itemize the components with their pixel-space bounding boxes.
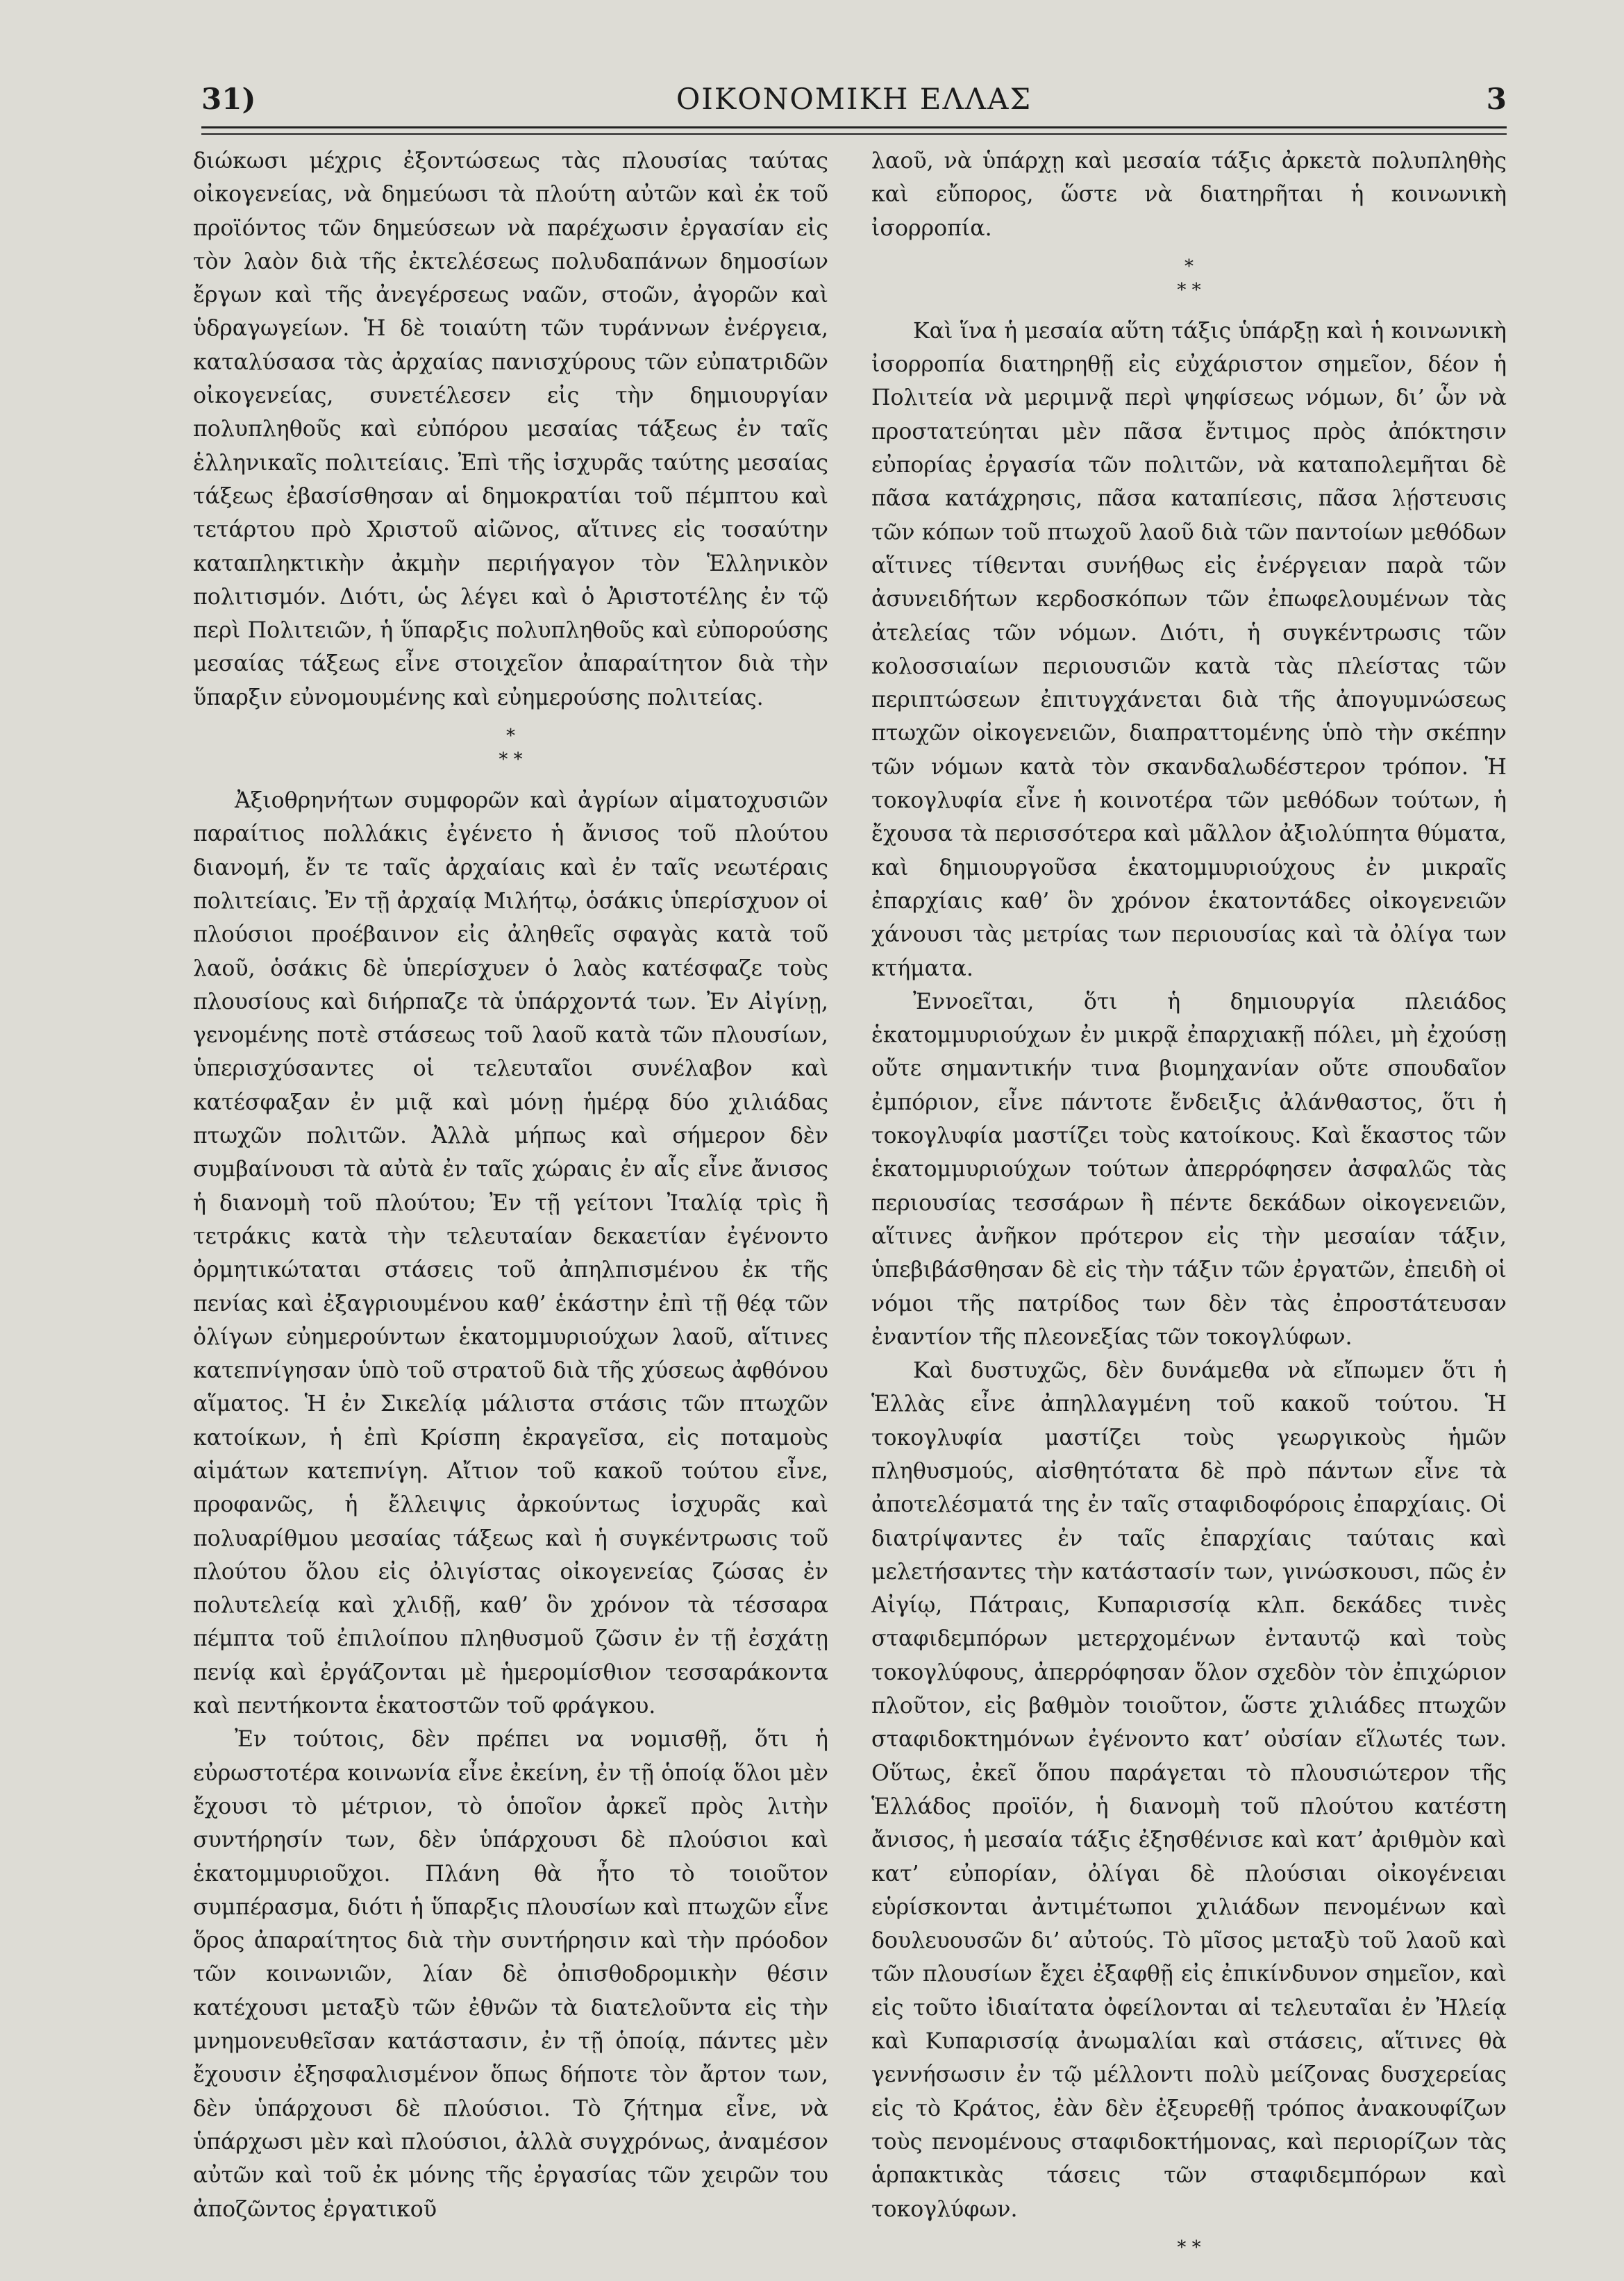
left-column: [193, 144, 828, 2222]
paragraph: λαοῦ, νὰ ὑπάρχῃ καὶ μεσαία τάξις ἀρκετὰ πολυπληθὴς καὶ εὔπορος, ὥστε νὰ διατηρῆται ἡ κοινωνικὴ ἰσορροπία.: [871, 149, 1507, 241]
page-header: [201, 82, 1507, 137]
paragraph: Ἐν τούτοις, δὲν πρέπει να νομισθῇ, ὅτι ἡ εὐρωστοτέρα κοινωνία εἶνε ἐκείνη, ἐν τῇ ὁποίᾳ ὅλοι μὲν ἔχουσι τὸ μέτριον, τὸ ὁποῖον ἀρκεῖ πρὸς λιτὴν συντήρησίν των, δὲν ὑπάρχουσι δὲ πλούσιοι καὶ ἑκατομμυριοῦχοι. Πλάνη θὰ ἦτο τὸ τοιοῦτον συμπέρασμα, διότι ἡ ὕπαρξις πλουσίων καὶ πτωχῶν εἶνε ὅρος ἀπαραίτητος διὰ τὴν συντήρησιν καὶ τὴν πρόοδον τῶν κοινωνιῶν, λίαν δὲ ὀπισθοδρομικὴν θέσιν κατέχουσι μεταξὺ τῶν ἐθνῶν τὰ διατελοῦντα εἰς τὴν μνημονευθεῖσαν κατάστασιν, ἐν τῇ ὁποίᾳ, πάντες μὲν ἔχουσιν ἐξησφαλισμένον ὅπως δήποτε τὸν ἄρτον των, δὲν ὑπάρχουσι δὲ πλούσιοι. Τὸ ζήτημα εἶνε, νὰ ὑπάρχωσι μὲν καὶ πλούσιοι, ἀλλὰ συγχρόνως, ἀναμέσον αὐτῶν καὶ τοῦ ἐκ μόνης τῆς ἐργασίας τῶν χειρῶν του ἀποζῶντος ἐργατικοῦ: [193, 1727, 828, 2222]
page-number-right: 3: [1486, 82, 1507, 116]
paragraph: Ἀξιοθρηνήτων συμφορῶν καὶ ἀγρίων αἱματοχυσιῶν παραίτιος πολλάκις ἐγένετο ἡ ἄνισος τοῦ πλούτου διανομή, ἔν τε ταῖς ἀρχαίαις καὶ ἐν ταῖς νεωτέραις πολιτείαις. Ἐν τῇ ἀρχαίᾳ Μιλήτῳ, ὁσάκις ὑπερίσχυον οἱ πλούσιοι προέβαινον εἰς ἀληθεῖς σφαγὰς κατὰ τοῦ λαοῦ, ὁσάκις δὲ ὑπερίσχυεν ὁ λαὸς κατέσφαζε τοὺς πλουσίους καὶ διήρπαζε τὰ ὑπάρχοντά των. Ἐν Αἰγίνῃ, γενομένης ποτὲ στάσεως τοῦ λαοῦ κατὰ τῶν πλουσίων, ὑπερισχύσαντες οἱ τελευταῖοι συνέλαβον καὶ κατέσφαξαν ἐν μιᾷ καὶ μόνῃ ἡμέρᾳ δύο χιλιάδας πτωχῶν πολιτῶν. Ἀλλὰ μήπως καὶ σήμερον δὲν συμβαίνουσι τὰ αὐτὰ ἐν ταῖς χώραις ἐν αἷς εἶνε ἄνισος ἡ διανομὴ τοῦ πλούτου; Ἐν τῇ γείτονι Ἰταλίᾳ τρὶς ἢ τετράκις κατὰ τὴν τελευταίαν δεκαετίαν ἐγένοντο ὀρμητικώταται στάσεις τοῦ ἀπηλπισμένου ἐκ τῆς πενίας καὶ ἐξαγριουμένου καθ’ ἑκάστην ἐπὶ τῇ θέᾳ τῶν ὀλίγων εὐημερούντων ἑκατομμυριούχων λαοῦ, αἵτινες κατεπνίγησαν ὑπὸ τοῦ στρατοῦ διὰ τῆς χύσεως ἀφθόνου αἵματος. Ἡ ἐν Σικελίᾳ μάλιστα στάσις τῶν πτωχῶν κατοίκων, ἡ ἐπὶ Κρίσπη ἐκραγεῖσα, εἰς ποταμοὺς αἱμάτων κατεπνίγη. Αἴτιον τοῦ κακοῦ τούτου εἶνε, προφανῶς, ἡ ἔλλειψις ἀρκούντως ἰσχυρᾶς καὶ πολυαρίθμου μεσαίας τάξεως καὶ ἡ συγκέντρωσις τοῦ πλούτου ὅλου εἰς ὀλιγίστας οἰκογενείας ζώσας ἐν πολυτελείᾳ καὶ χλιδῇ, καθ’ ὃν χρόνον τὰ τέσσαρα πέμπτα τοῦ ἐπιλοίπου πληθυσμοῦ ζῶσιν ἐν τῇ ἐσχάτῃ πενίᾳ καὶ ἐργάζονται μὲ ἡμερομίσθιον τεσσαράκοντα καὶ πεντήκοντα ἑκατοστῶν τοῦ φράγκου.: [193, 788, 828, 1719]
paragraph: Καὶ δυστυχῶς, δὲν δυνάμεθα νὰ εἴπωμεν ὅτι ἡ Ἑλλὰς εἶνε ἀπηλλαγμένη τοῦ κακοῦ τούτου. Ἡ τοκογλυφία μαστίζει τοὺς γεωργικοὺς ἡμῶν πληθυσμούς, αἰσθητότατα δὲ πρὸ πάντων εἶνε τὰ ἀποτελέσματά της ἐν ταῖς σταφιδοφόροις ἐπαρχίαις. Οἱ διατρίψαντες ἐν ταῖς ἐπαρχίαις ταύταις καὶ μελετήσαντες τὴν κατάστασίν των, γινώσκουσι, πῶς ἐν Αἰγίῳ, Πάτραις, Κυπαρισσίᾳ κλπ. δεκάδες τινὲς σταφιδεμπόρων μετερχομένων ἐνταυτῷ καὶ τοὺς τοκογλύφους, ἀπερρόφησαν ὅλον σχεδὸν τὸν ἐπιχώριον πλοῦτον, εἰς βαθμὸν τοιοῦτον, ὥστε χιλιάδες πτωχῶν σταφιδοκτημόνων ἐγένοντο κατ’ οὐσίαν εἵλωτές των. Οὕτως, ἐκεῖ ὅπου παράγεται τὸ πλουσιώτερον τῆς Ἑλλάδος προϊόν, ἡ διανομὴ τοῦ πλούτου κατέστη ἄνισος, ἡ μεσαία τάξις ἐξησθένισε καὶ κατ’ ἀριθμὸν καὶ κατ’ εὐπορίαν, ὀλίγαι δὲ πλούσιαι οἰκογένειαι εὑρίσκονται ἀντιμέτωποι χιλιάδων πενομένων καὶ δουλευουσῶν δι’ αὐτούς. Τὸ μῖσος μεταξὺ τοῦ λαοῦ καὶ τῶν πλουσίων ἔχει ἐξαφθῇ εἰς ἐπικίνδυνον σημεῖον, καὶ εἰς τοῦτο ἰδιαίτατα ὀφείλονται αἱ τελευταῖαι ἐν Ἠλείᾳ καὶ Κυπαρισσίᾳ ἀνωμαλίαι καὶ στάσεις, αἵτινες θὰ γεννήσωσιν ἐν τῷ μέλλοντι πολὺ μείζονας δυσχερείας εἰς τὸ Κράτος, ἐὰν δὲν ἐξευρεθῇ τρόπος ἀνακουφίζων τοὺς πενομένους σταφιδοκτήμονας, καὶ περιορίζων τὰς ἁρπακτικὰς τάσεις τῶν σταφιδεμπόρων καὶ τοκογλύφων.: [871, 1358, 1507, 2222]
section-separator: * * *: [499, 726, 523, 771]
paragraph: Ἐννοεῖται, ὅτι ἡ δημιουργία πλειάδος ἑκατομμυριούχων ἐν μικρᾷ ἐπαρχιακῇ πόλει, μὴ ἐχούσῃ οὔτε σημαντικήν τινα βιομηχανίαν οὔτε σπουδαῖον ἐμπόριον, εἶνε πάντοτε ἔνδειξις ἀλάνθαστος, ὅτι ἡ τοκογλυφία μαστίζει τοὺς κατοίκους. Καὶ ἕκαστος τῶν ἑκατομμυριούχων τούτων ἀπερρόφησεν ἀσφαλῶς τὰς περιουσίας τεσσάρων ἢ πέντε δεκάδων οἰκογενειῶν, αἵτινες ἀνῆκον πρότερον εἰς τὴν μεσαίαν τάξιν, ὑπεβιβάσθησαν δὲ εἰς τὴν τάξιν τῶν ἐργατῶν, ἐπειδὴ οἱ νόμοι τῆς πατρίδος των δὲν τὰς ἐπροστάτευσαν ἐναντίον τῆς πλεονεξίας τῶν τοκογλύφων.: [871, 989, 1507, 1350]
page-number-left: 31): [201, 82, 256, 116]
header-rule-thin: [201, 133, 1507, 135]
section-separator: * *: [1177, 2237, 1201, 2258]
header-rule: [201, 126, 1507, 128]
paragraph: Καὶ ἵνα ἡ μεσαία αὕτη τάξις ὑπάρξῃ καὶ ἡ κοινωνικὴ ἰσορροπία διατηρηθῇ εἰς εὐχάριστον σημεῖον, δέον ἡ Πολιτεία νὰ μεριμνᾷ περὶ ψηφίσεως νόμων, δι’ ὧν νὰ προστατεύηται μὲν πᾶσα ἔντιμος πρὸς ἀπόκτησιν εὐπορίας ἐργασία τῶν πολιτῶν, νὰ καταπολεμῆται δὲ πᾶσα κατάχρησις, πᾶσα καταπίεσις, πᾶσα λῄστευσις τῶν κόπων τοῦ πτωχοῦ λαοῦ διὰ τῶν παντοίων μεθόδων αἵτινες τίθενται συνήθως εἰς ἐνέργειαν παρὰ τῶν ἀσυνειδήτων κερδοσκόπων τῶν ἐπωφελουμένων τὰς ἀτελείας τῶν νόμων. Διότι, ἡ συγκέντρωσις τῶν κολοσσιαίων περιουσιῶν κατὰ τὰς πλείστας τῶν περιπτώσεων ἐπιτυγχάνεται διὰ τῆς ἀπογυμνώσεως πτωχῶν οἰκογενειῶν, διαπραττομένης ὑπὸ τὴν σκέπην τῶν νόμων κατὰ τὸν σκανδαλωδέστερον τρόπον. Ἡ τοκογλυφία εἶνε ἡ κοινοτέρα τῶν μεθόδων τούτων, ἡ ἔχουσα τὰ περισσότερα καὶ μᾶλλον ἀξιολύπητα θύματα, καὶ δημιουργοῦσα ἑκατομμυριούχους ἐν μικραῖς ἐπαρχίαις καθ’ ὃν χρόνον ἑκατοντάδες οἰκογενειῶν χάνουσι τὰς μετρίας των περιουσίας καὶ τὰ ὀλίγα των κτήματα.: [871, 318, 1507, 981]
section-separator: * * *: [1177, 256, 1201, 301]
running-title: ΟΙΚΟΝΟΜΙΚΗ ΕΛΛΑΣ: [676, 82, 1032, 116]
paragraph: διώκωσι μέχρις ἐξοντώσεως τὰς πλουσίας ταύτας οἰκογενείας, νὰ δημεύωσι τὰ πλούτη αὐτῶν καὶ ἐκ τοῦ προϊόντος τῶν δημεύσεων νὰ παρέχωσιν ἐργασίαν εἰς τὸν λαὸν διὰ τῆς ἐκτελέσεως πολυδαπάνων δημοσίων ἔργων καὶ τῆς ἀνεγέρσεως ναῶν, στοῶν, ἀγορῶν καὶ ὑδραγωγείων. Ἡ δὲ τοιαύτη τῶν τυράννων ἐνέργεια, καταλύσασα τὰς ἀρχαίας πανισχύρους τῶν εὐπατριδῶν οἰκογενείας, συνετέλεσεν εἰς τὴν δημιουργίαν πολυπληθοῦς καὶ εὐπόρου μεσαίας τάξεως ἐν ταῖς ἑλληνικαῖς πολιτείαις. Ἐπὶ τῆς ἰσχυρᾶς ταύτης μεσαίας τάξεως ἐβασίσθησαν αἱ δημοκρατίαι τοῦ πέμπτου καὶ τετάρτου πρὸ Χριστοῦ αἰῶνος, αἵτινες εἰς τοσαύτην καταπληκτικὴν ἀκμὴν περιήγαγον τὸν Ἑλληνικὸν πολιτισμόν. Διότι, ὡς λέγει καὶ ὁ Ἀριστοτέλης ἐν τῷ περὶ Πολιτειῶν, ἡ ὕπαρξις πολυπληθοῦς καὶ εὐπορούσης μεσαίας τάξεως εἶνε στοιχεῖον ἀπαραίτητον διὰ τὴν ὕπαρξιν εὐνομουμένης καὶ εὐημερούσης πολιτείας.: [193, 149, 828, 710]
right-column: [871, 144, 1507, 2258]
